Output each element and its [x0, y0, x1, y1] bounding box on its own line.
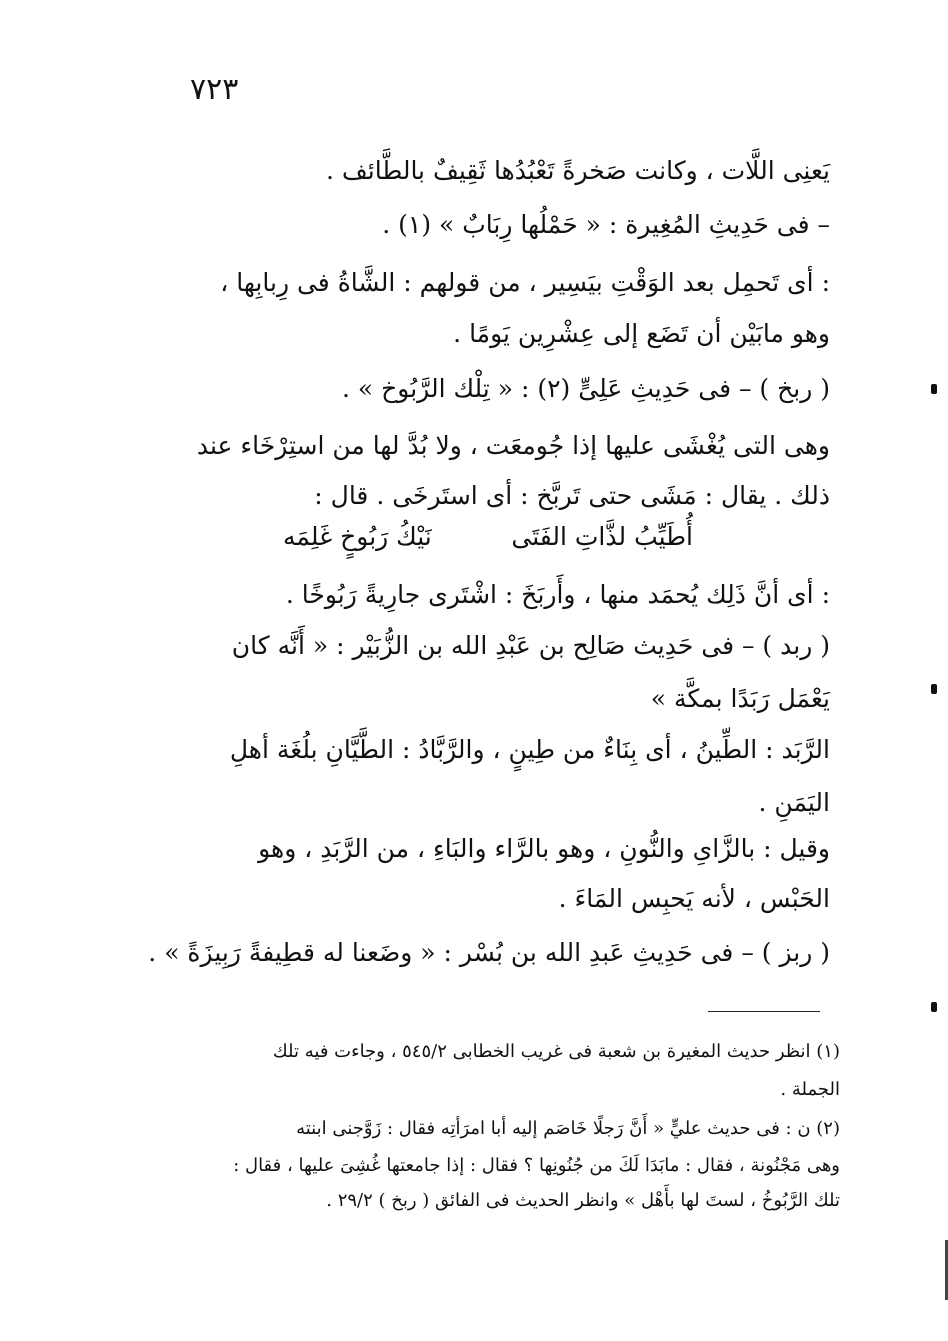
- entry-heading-rabakh: ( ربخ ) – فى حَدِيثِ عَلِىٍّ (٢) : « تِلْك الرَّبُوخ » .: [342, 374, 830, 403]
- entry-heading-rabaz: ( ربز ) – فى حَدِيثِ عَبدِ الله بن بُسْر : « وضَعنا له قطِيفةً رَبِيزَةً » .: [148, 938, 830, 967]
- body-line: الرَّبَد : الطِّينُ ، أى بِنَاءٌ من طِينٍ ، والرَّبَّادُ : الطَّيَّانِ بلُغَة أهلِ: [229, 735, 830, 764]
- body-line: اليَمَنِ .: [758, 788, 830, 817]
- body-line: : أى أنَّ ذَلِك يُحمَد منها ، وأَربَخَ : اشْتَرى جارِيةً رَبُوخًا .: [285, 580, 830, 609]
- footnote-line: الجملة .: [780, 1079, 840, 1100]
- scan-mark: [931, 384, 937, 394]
- body-line: يَعْمَل رَبَدًا بمكَّة »: [650, 684, 830, 713]
- verse-second-hemistich: نَيْكُ رَبُوخٍ غَلِمَه: [283, 522, 432, 551]
- body-line: : أى تَحمِل بعد الوَقْتِ بيَسِير ، من قولهم : الشَّاةُ فى رِبابِها ،: [220, 268, 830, 297]
- footnote-line: (٢) ن : فى حديث عليٍّ « أَنَّ رَجلًا خَاصَم إليه أبا امرَأتِه فقال : زَوَّجنى ابنته: [296, 1118, 840, 1139]
- entry-heading-rabad: ( ربد ) – فى حَدِيث صَالِح بن عَبْدِ الله بن الزُّبَيْر : « أَنَّه كان: [231, 631, 830, 660]
- footnote-separator: [708, 1011, 820, 1012]
- body-line: ذلك . يقال : مَشَى حتى تَربَّخ : أى استَرخَى . قال :: [314, 481, 830, 510]
- body-line: يَعنِى اللَّات ، وكانت صَخرةً تَعْبُدُها ثَقِيفٌ بالطَّائف .: [325, 156, 830, 185]
- body-line: وقيل : بالزَّاىِ والنُّونِ ، وهو بالرَّاء والبَاءِ ، من الرَّبَدِ ، وهو: [258, 834, 830, 863]
- scan-mark: [931, 684, 937, 694]
- body-line: – فى حَدِيثِ المُغِيرة : « حَمْلُها رِبَابٌ » (١) .: [382, 210, 830, 239]
- footnote-line: تلك الرَّبُوخُ ، لستَ لها بأَهْل » وانظر الحديث فى الفائق ( ربخ ) ٢٩/٢ .: [326, 1190, 840, 1211]
- page-number: ٧٢٣: [190, 72, 239, 107]
- verse-first-hemistich: أُطَيِّبُ لذَّاتِ الفَتَى: [511, 522, 693, 551]
- body-line: وهو مابَيْن أن تَضَع إلى عِشْرِين يَومًا .: [453, 319, 830, 348]
- footnote-line: وهى مَجْنُونة ، فقال : مابَدَا لَكَ من جُنُونِها ؟ فقال : إذا جامعتها غُشِىَ عليها ، فقال :: [233, 1155, 840, 1176]
- body-line: الحَبْس ، لأنه يَحبِس المَاءَ .: [558, 884, 830, 913]
- scan-mark: [931, 1002, 937, 1012]
- footnote-line: (١) انظر حديث المغيرة بن شعبة فى غريب الخطابى ٥٤٥/٢ ، وجاءت فيه تلك: [272, 1041, 840, 1062]
- body-line: وهى التى يُغْشَى عليها إذا جُومعَت ، ولا بُدَّ لها من استِرْخَاء عند: [196, 431, 830, 460]
